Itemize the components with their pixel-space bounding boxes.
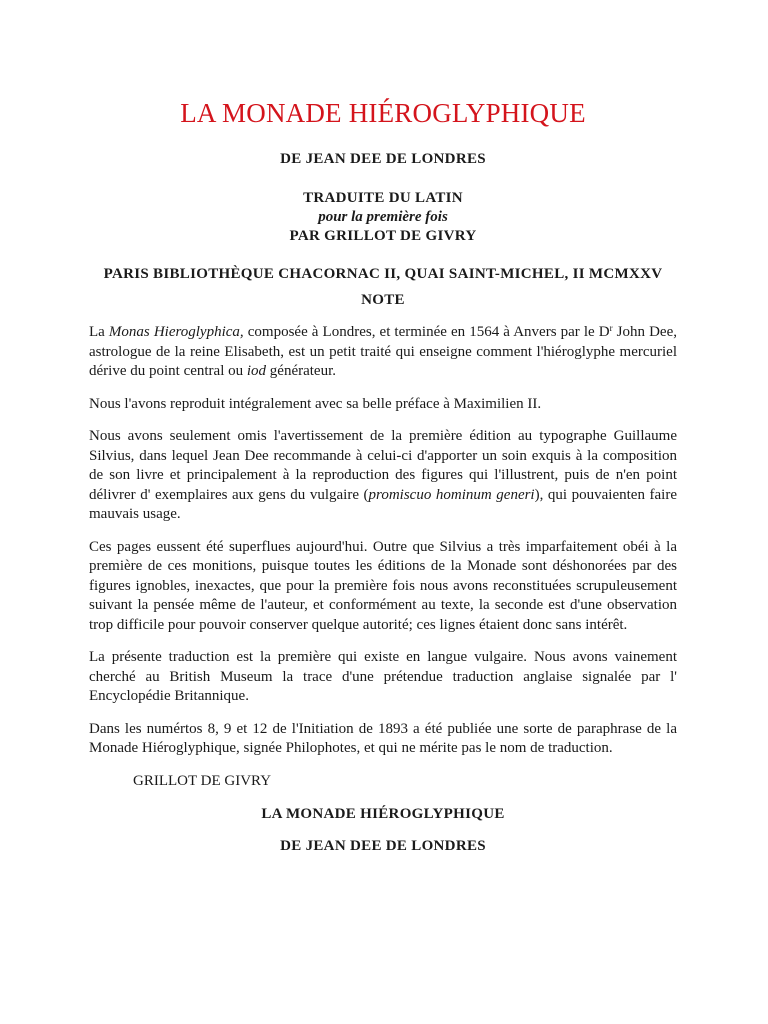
- document-page: [89, 96, 677, 856]
- superscript: r: [609, 323, 613, 333]
- paragraph-initiation: Dans les numértos 8, 9 et 12 de l'Initiation de 1893 a été publiée une sorte de paraphrase de la Monade Hiéroglyphique, signée Philophotes, et qui ne mérite pas le nom de traduction.: [89, 720, 677, 756]
- translation-credits: [89, 189, 677, 246]
- text-span: composée à Londres, et terminée en 1564 à Anvers par le D: [243, 324, 610, 340]
- translator-name: PAR GRILLOT DE GIVRY: [289, 228, 477, 244]
- translation-first-time: pour la première fois: [318, 209, 448, 225]
- section-title: LA MONADE HIÉROGLYPHIQUE: [261, 805, 505, 822]
- paragraph-intro: [89, 323, 677, 382]
- publisher-info: PARIS BIBLIOTHÈQUE CHACORNAC II, QUAI SAINT-MICHEL, II MCMXXV: [103, 266, 663, 282]
- document-subtitle: DE JEAN DEE DE LONDRES: [280, 151, 486, 167]
- book-title-italic: Monas Hieroglyphica,: [108, 324, 244, 340]
- text-span: La: [89, 324, 109, 340]
- text-span: Nous avons seulement omis l'avertissement de la première édition au typographe Guillaume Silvius, dans lequel Jean Dee recommande à celui-ci d'apporter un soin exquis à la composition de son livre et principalement à la reproduction des figures qui l'illustrent, puis de n'en point délivrer d' exemplaires aux gens du vulgaire (: [89, 428, 677, 503]
- text-span: John Dee, astrologue de la reine Elisabeth, est un petit traité qui enseigne comment l'hiéroglyphe mercuriel dérive du point central ou: [89, 324, 677, 379]
- paragraph-translation: La présente traduction est la première qui existe en langue vulgaire. Nous avons vainement cherché au British Museum la trace d'une prétendue traduction anglaise signalée par l' Encyclopédie Britannique.: [89, 649, 677, 704]
- text-span: générateur.: [266, 363, 337, 379]
- iod-italic: iod: [246, 363, 267, 379]
- translation-line: TRADUITE DU LATIN: [303, 190, 463, 206]
- text-span: ), qui pouvaienten faire mauvais usage.: [89, 486, 677, 522]
- paragraph-figures: Ces pages eussent été superflues aujourd'hui. Outre que Silvius a très imparfaitement obéi à la première de ces monitions, puisque toutes les éditions de la Monade sont déshonorées par des figures ignobles, inexactes, que pour la première fois nous avons reconstituées scrupuleusement suivant la pensée même de l'auteur, et conformément au texte, la seconde est d'une observation trop difficile pour pouvoir conserver quelque autorité; ces lignes étaient donc sans intérêt.: [89, 538, 677, 633]
- paragraph-preface: Nous l'avons reproduit intégralement avec sa belle préface à Maximilien II.: [89, 395, 542, 412]
- signature: GRILLOT DE GIVRY: [133, 772, 272, 789]
- note-heading: NOTE: [361, 292, 405, 308]
- section-subtitle: DE JEAN DEE DE LONDRES: [280, 837, 486, 854]
- paragraph-omission: [89, 427, 677, 525]
- latin-phrase-italic: promiscuo hominum generi: [368, 486, 535, 503]
- document-title: LA MONADE HIÉROGLYPHIQUE: [180, 98, 586, 128]
